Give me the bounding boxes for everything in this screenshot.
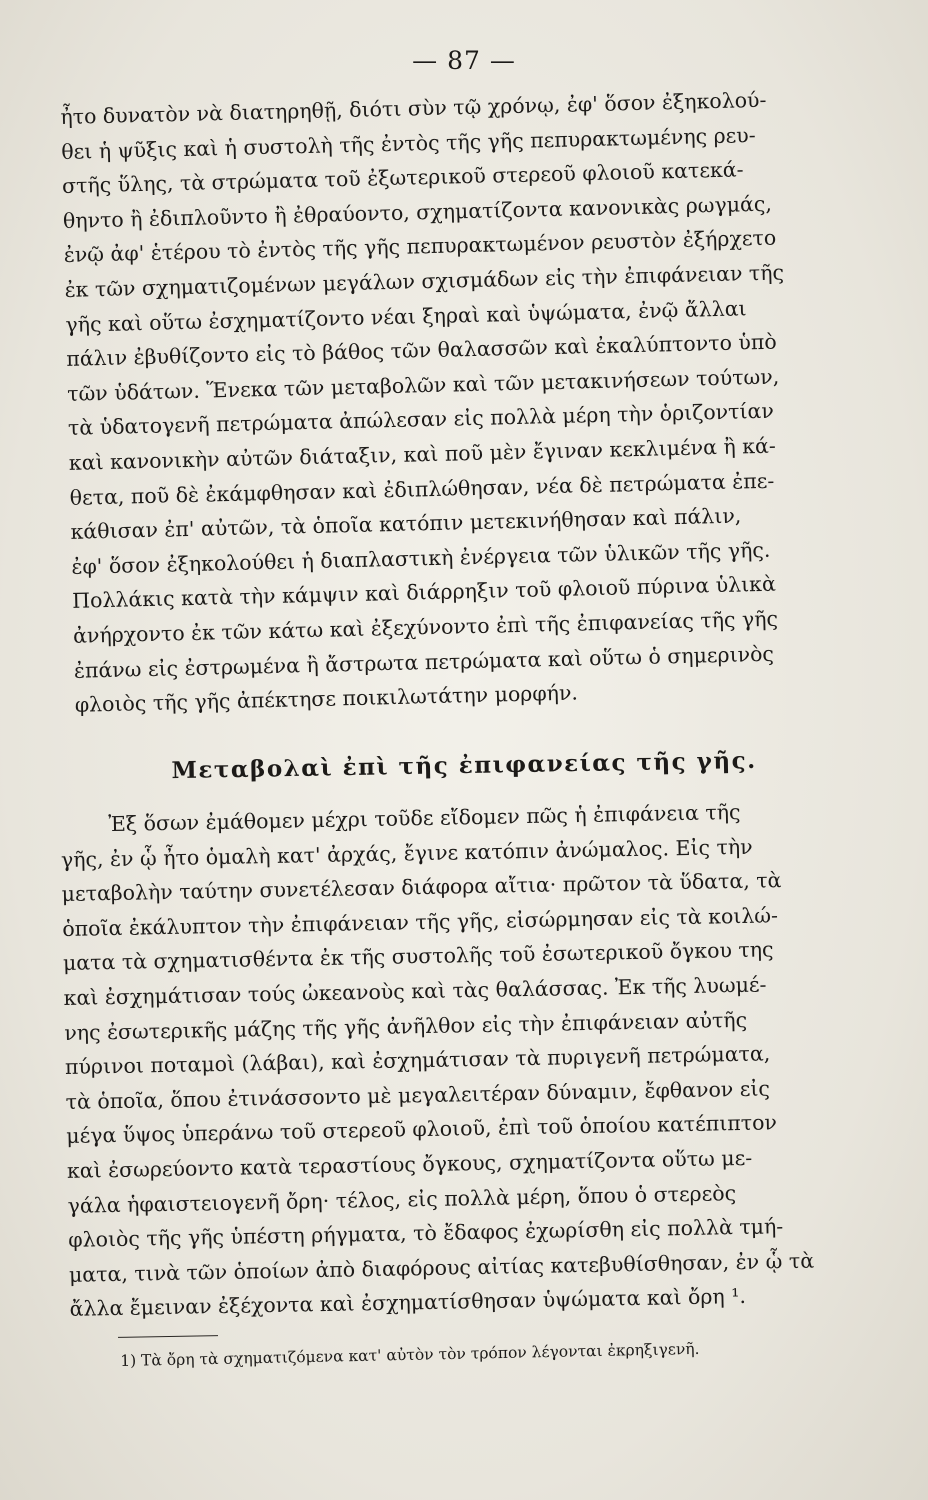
text-line: μεταβολὴν ταύτην συνετέλεσαν διάφορα αἴτια· πρῶτον τὰ ὕδατα, τὰ: [61, 868, 782, 907]
text-line: γῆς, ἐν ᾧ ἦτο ὁμαλὴ κατ' ἀρχάς, ἔγινε κατόπιν ἀνώμαλος. Εἰς τὴν: [60, 834, 753, 872]
page-number: — 87 —: [412, 46, 516, 75]
text-line: τὰ ὑδατογενῆ πετρώματα ἀπώλεσαν εἰς πολλὰ μέρη τὴν ὁριζοντίαν: [67, 399, 775, 441]
footnote-divider: [118, 1335, 218, 1338]
text-line: τῶν ὑδάτων. Ἕνεκα τῶν μεταβολῶν καὶ τῶν μετακινήσεων τούτων,: [66, 364, 780, 406]
text-line: Πολλάκις κατὰ τὴν κάμψιν καὶ διάρρηξιν τοῦ φλοιοῦ πύρινα ὑλικὰ: [71, 571, 777, 614]
text-line: πάλιν ἐβυθίζοντο εἰς τὸ βάθος τῶν θαλασσῶν καὶ ἐκαλύπτοντο ὑπὸ: [66, 329, 777, 372]
text-line: θηντο ἢ ἐδιπλοῦντο ἢ ἐθραύοντο, σχηματίζοντα κανονικὰς ρωγμάς,: [62, 191, 773, 233]
text-line: γῆς καὶ οὕτω ἐσχηματίζοντο νέαι ξηραὶ καὶ ὑψώματα, ἐνῷ ἄλλαι: [65, 295, 747, 337]
text-line: στῆς ὕλης, τὰ στρώματα τοῦ ἐξωτερικοῦ στερεοῦ φλοιοῦ κατεκά-: [61, 157, 744, 199]
text-line: ἀνήρχοντο ἐκ τῶν κάτω καὶ ἐξεχύνοντο ἐπὶ τῆς ἐπιφανείας τῆς γῆς: [72, 606, 779, 648]
text-line: τὰ ὁποῖα, ὅπου ἐτινάσσοντο μὲ μεγαλειτέραν δύναμιν, ἔφθανον εἰς: [65, 1076, 771, 1114]
text-line: νης ἐσωτερικῆς μάζης τῆς γῆς ἀνῆλθον εἰς τὴν ἐπιφάνειαν αὐτῆς: [64, 1007, 748, 1045]
text-line: γάλα ἡφαιστειογενῆ ὄρη· τέλος, εἰς πολλὰ μέρη, ὅπου ὁ στερεὸς: [67, 1180, 737, 1218]
text-line: μέγα ὕψος ὑπεράνω τοῦ στερεοῦ φλοιοῦ, ἐπὶ τοῦ ὁποίου κατέπιπτον: [66, 1110, 778, 1149]
text-line: φλοιὸς τῆς γῆς ἀπέκτησε ποικιλωτάτην μορφήν.: [74, 680, 579, 717]
text-line: θετα, ποῦ δὲ ἐκάμφθησαν καὶ ἐδιπλώθησαν, νέα δὲ πετρώματα ἐπε-: [69, 468, 775, 510]
text-line: ὁποῖα ἐκάλυπτον τὴν ἐπιφάνειαν τῆς γῆς, εἰσώρμησαν εἰς τὰ κοιλώ-: [62, 903, 779, 941]
text-line: ἐπάνω εἰς ἐστρωμένα ἢ ἄστρωτα πετρώματα καὶ οὕτω ὁ σημερινὸς: [73, 641, 775, 683]
text-line: καὶ ἐσωρεύοντο κατὰ τεραστίους ὄγκους, σχηματίζοντα οὕτω με-: [66, 1145, 753, 1183]
text-line: καὶ ἐσχημάτισαν τούς ὠκεανοὺς καὶ τὰς θαλάσσας. Ἐκ τῆς λυωμέ-: [63, 972, 767, 1010]
text-line: κάθισαν ἐπ' αὐτῶν, τὰ ὁποῖα κατόπιν μετεκινήθησαν καὶ πάλιν,: [70, 503, 742, 544]
text-line: ἐκ τῶν σχηματιζομένων μεγάλων σχισμάδων εἰς τὴν ἐπιφάνειαν τῆς: [64, 260, 785, 302]
text-line: ἦτο δυνατὸν νὰ διατηρηθῇ, διότι σὺν τῷ χρόνῳ, ἐφ' ὅσον ἐξηκολού-: [60, 87, 767, 129]
text-line: ἐφ' ὅσον ἐξηκολούθει ἡ διαπλαστικὴ ἐνέργεια τῶν ὑλικῶν τῆς γῆς.: [71, 537, 771, 579]
text-line: Ἐξ ὅσων ἐμάθομεν μέχρι τοῦδε εἴδομεν πῶς ἡ ἐπιφάνεια τῆς: [108, 799, 741, 837]
text-line: ἄλλα ἔμειναν ἐξέχοντα καὶ ἐσχηματίσθησαν ὑψώματα καὶ ὄρη ¹.: [69, 1284, 747, 1322]
text-line: καὶ κανονικὴν αὐτῶν διάταξιν, καὶ ποῦ μὲν ἔγιναν κεκλιμένα ἢ κά-: [68, 433, 777, 475]
section-heading: Μεταβολαὶ ἐπὶ τῆς ἐπιφανείας τῆς γῆς.: [171, 746, 757, 785]
text-line: φλοιὸς τῆς γῆς ὑπέστη ρήγματα, τὸ ἔδαφος ἐχωρίσθη εἰς πολλὰ τμή-: [68, 1214, 784, 1253]
text-line: θει ἡ ψῦξις καὶ ἡ συστολὴ τῆς ἐντὸς τῆς γῆς πεπυρακτωμένης ρευ-: [60, 122, 756, 164]
paragraph-continued: [60, 81, 865, 723]
footnote: 1) Τὰ ὄρη τὰ σχηματιζόμενα κατ' αὐτὸν τὸν τρόπον λέγονται ἐκρηξιγενῆ.: [120, 1339, 700, 1370]
text-line: πύρινοι ποταμοὶ (λάβαι), καὶ ἐσχημάτισαν τὰ πυριγενῆ πετρώματα,: [64, 1041, 771, 1080]
text-line: ματα τὰ σχηματισθέντα ἐκ τῆς συστολῆς τοῦ ἐσωτερικοῦ ὄγκου της: [62, 937, 774, 976]
text-line: ἐνῷ ἀφ' ἑτέρου τὸ ἐντὸς τῆς γῆς πεπυρακτωμένον ρευστὸν ἐξήρχετο: [63, 225, 777, 268]
paragraph-section: [60, 793, 860, 1327]
text-line: ματα, τινὰ τῶν ὁποίων ἀπὸ διαφόρους αἰτίας κατεβυθίσθησαν, ἐν ᾧ τὰ: [68, 1248, 815, 1287]
